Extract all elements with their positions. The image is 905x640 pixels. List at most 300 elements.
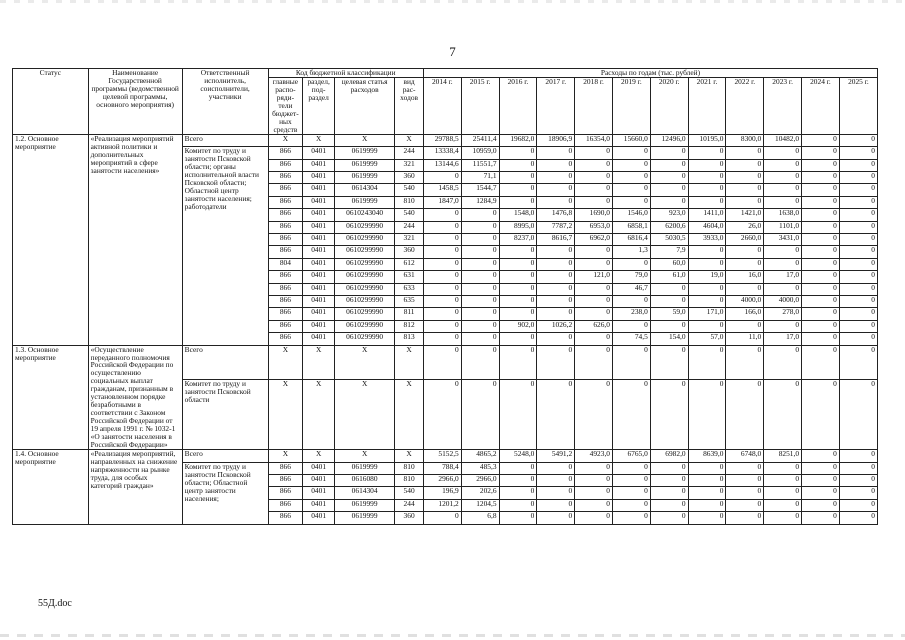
amount-cell: 166,0: [726, 308, 764, 320]
amount-cell: 0: [537, 462, 575, 474]
amount-cell: 0: [802, 134, 840, 146]
amount-cell: 0: [423, 172, 461, 184]
code-cell: X: [268, 134, 303, 146]
amount-cell: 0: [612, 380, 650, 450]
amount-cell: 0: [537, 196, 575, 208]
amount-cell: 0: [726, 147, 764, 159]
amount-cell: 0: [650, 283, 688, 295]
file-name-footer: 55Д.doc: [38, 598, 72, 609]
amount-cell: 0: [575, 333, 613, 345]
amount-cell: 0: [612, 462, 650, 474]
code-cell: 866: [268, 234, 303, 246]
amount-cell: 0: [612, 499, 650, 511]
amount-cell: 0: [461, 380, 499, 450]
amount-cell: 0: [650, 487, 688, 499]
amount-cell: 0: [802, 308, 840, 320]
code-cell: 810: [395, 475, 424, 487]
header-sub-rz: раздел, под-раздел: [303, 77, 335, 134]
amount-cell: 0: [802, 380, 840, 450]
code-cell: 0619999: [334, 147, 394, 159]
code-cell: 321: [395, 159, 424, 171]
amount-cell: 0: [802, 333, 840, 345]
code-cell: 0401: [303, 283, 335, 295]
code-cell: 866: [268, 499, 303, 511]
amount-cell: 13144,6: [423, 159, 461, 171]
year-header: 2019 г.: [612, 77, 650, 134]
header-sub-grbs: главные распо-ряди-тели бюджет-ных средств: [268, 77, 303, 134]
code-cell: 244: [395, 147, 424, 159]
table-header: [13, 69, 878, 135]
amount-cell: 0: [764, 246, 802, 258]
code-cell: 540: [395, 487, 424, 499]
code-cell: 0401: [303, 147, 335, 159]
amount-cell: 0: [764, 147, 802, 159]
amount-cell: 1204,5: [461, 499, 499, 511]
amount-cell: 0: [461, 246, 499, 258]
code-cell: 810: [395, 196, 424, 208]
amount-cell: 0: [537, 333, 575, 345]
amount-cell: 0: [499, 380, 537, 450]
amount-cell: 0: [688, 246, 726, 258]
code-cell: 866: [268, 172, 303, 184]
amount-cell: 0: [612, 512, 650, 524]
amount-cell: 0: [423, 283, 461, 295]
amount-cell: 10482,0: [764, 134, 802, 146]
year-header: 2021 г.: [688, 77, 726, 134]
amount-cell: 7,9: [650, 246, 688, 258]
amount-cell: 0: [499, 295, 537, 307]
amount-cell: 0: [688, 159, 726, 171]
code-cell: X: [268, 380, 303, 450]
amount-cell: 923,0: [650, 209, 688, 221]
amount-cell: 0: [688, 283, 726, 295]
amount-cell: 0: [499, 246, 537, 258]
amount-cell: 0: [839, 234, 877, 246]
amount-cell: 60,0: [650, 258, 688, 270]
amount-cell: 0: [423, 333, 461, 345]
amount-cell: 2660,0: [726, 234, 764, 246]
amount-cell: 0: [612, 196, 650, 208]
budget-table: [12, 68, 878, 525]
amount-cell: 238,0: [612, 308, 650, 320]
amount-cell: 6,8: [461, 512, 499, 524]
amount-cell: 0: [537, 172, 575, 184]
amount-cell: 0: [839, 450, 877, 462]
amount-cell: 0: [802, 271, 840, 283]
code-cell: 0401: [303, 234, 335, 246]
amount-cell: 0: [575, 246, 613, 258]
amount-cell: 1026,2: [537, 320, 575, 332]
code-cell: 244: [395, 499, 424, 511]
total-label: Всего: [182, 450, 268, 462]
amount-cell: 5030,5: [650, 234, 688, 246]
amount-cell: 0: [612, 159, 650, 171]
code-cell: 0401: [303, 196, 335, 208]
amount-cell: 1690,0: [575, 209, 613, 221]
amount-cell: 16354,0: [575, 134, 613, 146]
amount-cell: 0: [423, 345, 461, 380]
amount-cell: 79,0: [612, 271, 650, 283]
amount-cell: 0: [764, 345, 802, 380]
amount-cell: 0: [764, 159, 802, 171]
amount-cell: 0: [839, 380, 877, 450]
amount-cell: 154,0: [650, 333, 688, 345]
amount-cell: 4000,0: [764, 295, 802, 307]
code-cell: 866: [268, 159, 303, 171]
code-cell: 0401: [303, 209, 335, 221]
amount-cell: 0: [688, 147, 726, 159]
amount-cell: 1201,2: [423, 499, 461, 511]
amount-cell: 2966,0: [461, 475, 499, 487]
amount-cell: 12496,0: [650, 134, 688, 146]
amount-cell: 0: [802, 450, 840, 462]
amount-cell: 0: [461, 295, 499, 307]
amount-cell: 0: [688, 499, 726, 511]
amount-cell: 0: [461, 234, 499, 246]
amount-cell: 0: [575, 380, 613, 450]
amount-cell: 0: [688, 258, 726, 270]
year-header: 2016 г.: [499, 77, 537, 134]
section-name: «Осуществление переданного полномочия Российской Федерации по осуществлению социальных выплат гражданам, признанным в установленном порядке безработными в соответствии с Законом Российской Федерации от 19 апреля 1991 г. № 1032-1 «О занятости населения в Российской Федерации»: [88, 345, 182, 450]
code-cell: 866: [268, 512, 303, 524]
amount-cell: 0: [499, 462, 537, 474]
total-label: Всего: [182, 345, 268, 380]
code-cell: 0619999: [334, 172, 394, 184]
amount-cell: 8237,0: [499, 234, 537, 246]
amount-cell: 15660,0: [612, 134, 650, 146]
amount-cell: 0: [461, 345, 499, 380]
amount-cell: 10195,0: [688, 134, 726, 146]
amount-cell: 0: [575, 308, 613, 320]
amount-cell: 0: [499, 512, 537, 524]
header-status: Статус: [13, 69, 89, 135]
code-cell: 0610299990: [334, 295, 394, 307]
amount-cell: 0: [839, 333, 877, 345]
amount-cell: 1,3: [612, 246, 650, 258]
amount-cell: 1458,5: [423, 184, 461, 196]
amount-cell: 0: [802, 320, 840, 332]
amount-cell: 0: [802, 345, 840, 380]
code-cell: 360: [395, 512, 424, 524]
amount-cell: 0: [802, 499, 840, 511]
amount-cell: 0: [650, 320, 688, 332]
amount-cell: 8251,0: [764, 450, 802, 462]
code-cell: 0401: [303, 258, 335, 270]
amount-cell: 0: [688, 345, 726, 380]
table-body: [13, 134, 878, 524]
code-cell: 866: [268, 184, 303, 196]
section-executor: Комитет по труду и занятости Псковской области; Областной центр занятости населения;: [182, 462, 268, 524]
code-cell: 0610299990: [334, 246, 394, 258]
amount-cell: 5248,0: [499, 450, 537, 462]
code-cell: X: [268, 345, 303, 380]
amount-cell: 11551,7: [461, 159, 499, 171]
code-cell: 866: [268, 271, 303, 283]
amount-cell: 1476,8: [537, 209, 575, 221]
total-label: Всего: [182, 134, 268, 146]
amount-cell: 0: [461, 258, 499, 270]
amount-cell: 1847,0: [423, 196, 461, 208]
amount-cell: 0: [726, 499, 764, 511]
amount-cell: 0: [537, 487, 575, 499]
code-cell: 866: [268, 333, 303, 345]
amount-cell: 0: [688, 475, 726, 487]
table-row: [13, 450, 878, 462]
amount-cell: 71,1: [461, 172, 499, 184]
amount-cell: 25411,4: [461, 134, 499, 146]
year-header: 2018 г.: [575, 77, 613, 134]
amount-cell: 0: [575, 258, 613, 270]
year-header: 2022 г.: [726, 77, 764, 134]
code-cell: X: [395, 450, 424, 462]
code-cell: 0619999: [334, 512, 394, 524]
code-cell: 0619999: [334, 462, 394, 474]
amount-cell: 0: [612, 475, 650, 487]
amount-cell: 0: [575, 283, 613, 295]
code-cell: X: [303, 380, 335, 450]
amount-cell: 13338,4: [423, 147, 461, 159]
amount-cell: 0: [499, 487, 537, 499]
amount-cell: 0: [575, 295, 613, 307]
header-expenses: Расходы по годам (тыс. рублей): [423, 69, 877, 78]
amount-cell: 0: [461, 283, 499, 295]
amount-cell: 0: [575, 159, 613, 171]
amount-cell: 485,3: [461, 462, 499, 474]
code-cell: 866: [268, 308, 303, 320]
amount-cell: 6953,0: [575, 221, 613, 233]
amount-cell: 0: [537, 345, 575, 380]
section-name: «Реализация мероприятий, направленных на снижение напряженности на рынке труда, для особых категорий граждан»: [88, 450, 182, 524]
amount-cell: 0: [764, 258, 802, 270]
code-cell: X: [395, 345, 424, 380]
amount-cell: 0: [839, 172, 877, 184]
amount-cell: 6962,0: [575, 234, 613, 246]
section-name: «Реализация мероприятий активной политики и дополнительных мероприятий в сфере занятости населения»: [88, 134, 182, 345]
header-name: Наименование Государственной программы (ведомственной целевой программы, основного мероприятия): [88, 69, 182, 135]
code-cell: 0401: [303, 295, 335, 307]
code-cell: 866: [268, 487, 303, 499]
amount-cell: 0: [650, 380, 688, 450]
code-cell: 0401: [303, 172, 335, 184]
code-cell: 321: [395, 234, 424, 246]
amount-cell: 788,4: [423, 462, 461, 474]
amount-cell: 8639,0: [688, 450, 726, 462]
code-cell: 0610299990: [334, 320, 394, 332]
scan-artifact-bottom: [0, 634, 905, 637]
amount-cell: 3431,0: [764, 234, 802, 246]
amount-cell: 0: [726, 462, 764, 474]
amount-cell: 0: [802, 172, 840, 184]
amount-cell: 0: [499, 475, 537, 487]
amount-cell: 7787,2: [537, 221, 575, 233]
code-cell: 866: [268, 246, 303, 258]
amount-cell: 0: [839, 147, 877, 159]
amount-cell: 0: [650, 196, 688, 208]
amount-cell: 17,0: [764, 271, 802, 283]
code-cell: 0401: [303, 159, 335, 171]
amount-cell: 0: [726, 184, 764, 196]
amount-cell: 0: [499, 196, 537, 208]
amount-cell: 6200,6: [650, 221, 688, 233]
code-cell: 810: [395, 462, 424, 474]
amount-cell: 0: [764, 499, 802, 511]
amount-cell: 0: [764, 283, 802, 295]
amount-cell: 0: [802, 258, 840, 270]
year-header: 2020 г.: [650, 77, 688, 134]
section-executor: Комитет по труду и занятости Псковской области; органы исполнительной власти Псковской области; Областной центр занятости населения; работодатели: [182, 147, 268, 345]
amount-cell: 6748,0: [726, 450, 764, 462]
amount-cell: 1638,0: [764, 209, 802, 221]
amount-cell: 0: [650, 184, 688, 196]
amount-cell: 0: [423, 380, 461, 450]
amount-cell: 626,0: [575, 320, 613, 332]
amount-cell: 0: [802, 246, 840, 258]
amount-cell: 0: [423, 512, 461, 524]
code-cell: 866: [268, 462, 303, 474]
code-cell: 0401: [303, 499, 335, 511]
amount-cell: 0: [461, 320, 499, 332]
amount-cell: 0: [537, 475, 575, 487]
amount-cell: 0: [537, 499, 575, 511]
amount-cell: 0: [726, 258, 764, 270]
code-cell: 0619999: [334, 159, 394, 171]
amount-cell: 0: [688, 196, 726, 208]
amount-cell: 0: [764, 172, 802, 184]
amount-cell: 0: [461, 333, 499, 345]
page-number: 7: [449, 44, 456, 59]
amount-cell: 0: [575, 345, 613, 380]
amount-cell: 0: [726, 172, 764, 184]
amount-cell: 1411,0: [688, 209, 726, 221]
amount-cell: 0: [839, 512, 877, 524]
amount-cell: 0: [688, 184, 726, 196]
amount-cell: 0: [650, 295, 688, 307]
code-cell: 811: [395, 308, 424, 320]
amount-cell: 0: [537, 246, 575, 258]
code-cell: 866: [268, 209, 303, 221]
code-cell: 0614304: [334, 184, 394, 196]
code-cell: X: [334, 134, 394, 146]
amount-cell: 59,0: [650, 308, 688, 320]
amount-cell: 0: [802, 196, 840, 208]
amount-cell: 6858,1: [612, 221, 650, 233]
year-header: 2025 г.: [839, 77, 877, 134]
amount-cell: 0: [802, 487, 840, 499]
amount-cell: 1421,0: [726, 209, 764, 221]
amount-cell: 0: [839, 295, 877, 307]
amount-cell: 74,5: [612, 333, 650, 345]
amount-cell: 0: [764, 380, 802, 450]
amount-cell: 5152,5: [423, 450, 461, 462]
amount-cell: 0: [650, 345, 688, 380]
year-header: 2015 г.: [461, 77, 499, 134]
amount-cell: 0: [764, 462, 802, 474]
code-cell: 612: [395, 258, 424, 270]
amount-cell: 0: [802, 462, 840, 474]
amount-cell: 6816,4: [612, 234, 650, 246]
code-cell: 0401: [303, 333, 335, 345]
amount-cell: 0: [499, 345, 537, 380]
amount-cell: 29788,5: [423, 134, 461, 146]
amount-cell: 1544,7: [461, 184, 499, 196]
code-cell: X: [334, 380, 394, 450]
amount-cell: 8300,0: [726, 134, 764, 146]
amount-cell: 0: [461, 308, 499, 320]
amount-cell: 1284,9: [461, 196, 499, 208]
amount-cell: 902,0: [499, 320, 537, 332]
amount-cell: 0: [612, 295, 650, 307]
code-cell: 0401: [303, 512, 335, 524]
year-header: 2014 г.: [423, 77, 461, 134]
amount-cell: 0: [802, 221, 840, 233]
amount-cell: 0: [650, 147, 688, 159]
amount-cell: 0: [839, 345, 877, 380]
amount-cell: 0: [461, 221, 499, 233]
code-cell: 0401: [303, 320, 335, 332]
amount-cell: 0: [650, 475, 688, 487]
amount-cell: 0: [537, 380, 575, 450]
code-cell: 813: [395, 333, 424, 345]
amount-cell: 18906,9: [537, 134, 575, 146]
code-cell: X: [303, 345, 335, 380]
amount-cell: 0: [499, 308, 537, 320]
amount-cell: 8995,0: [499, 221, 537, 233]
amount-cell: 0: [461, 271, 499, 283]
code-cell: 0610299990: [334, 258, 394, 270]
amount-cell: 0: [726, 246, 764, 258]
amount-cell: 1548,0: [499, 209, 537, 221]
amount-cell: 278,0: [764, 308, 802, 320]
code-cell: 635: [395, 295, 424, 307]
amount-cell: 0: [499, 147, 537, 159]
year-header: 2017 г.: [537, 77, 575, 134]
year-header: 2024 г.: [802, 77, 840, 134]
amount-cell: 0: [575, 147, 613, 159]
amount-cell: 0: [537, 258, 575, 270]
amount-cell: 1546,0: [612, 209, 650, 221]
amount-cell: 0: [688, 172, 726, 184]
amount-cell: 0: [537, 184, 575, 196]
amount-cell: 0: [726, 487, 764, 499]
amount-cell: 0: [726, 320, 764, 332]
amount-cell: 196,9: [423, 487, 461, 499]
amount-cell: 0: [839, 283, 877, 295]
amount-cell: 46,7: [612, 283, 650, 295]
amount-cell: 61,0: [650, 271, 688, 283]
amount-cell: 0: [612, 258, 650, 270]
amount-cell: 0: [764, 512, 802, 524]
amount-cell: 0: [764, 184, 802, 196]
amount-cell: 171,0: [688, 308, 726, 320]
amount-cell: 0: [802, 209, 840, 221]
code-cell: 866: [268, 475, 303, 487]
code-cell: 0401: [303, 246, 335, 258]
amount-cell: 26,0: [726, 221, 764, 233]
amount-cell: 0: [650, 462, 688, 474]
section-status: 1.2. Основное мероприятие: [13, 134, 89, 345]
amount-cell: 0: [575, 499, 613, 511]
amount-cell: 0: [537, 308, 575, 320]
amount-cell: 11,0: [726, 333, 764, 345]
code-cell: 0610299990: [334, 234, 394, 246]
amount-cell: 0: [839, 308, 877, 320]
amount-cell: 0: [688, 380, 726, 450]
code-cell: 0610299990: [334, 221, 394, 233]
amount-cell: 4923,0: [575, 450, 613, 462]
code-cell: 0401: [303, 487, 335, 499]
amount-cell: 0: [726, 283, 764, 295]
amount-cell: 0: [839, 159, 877, 171]
